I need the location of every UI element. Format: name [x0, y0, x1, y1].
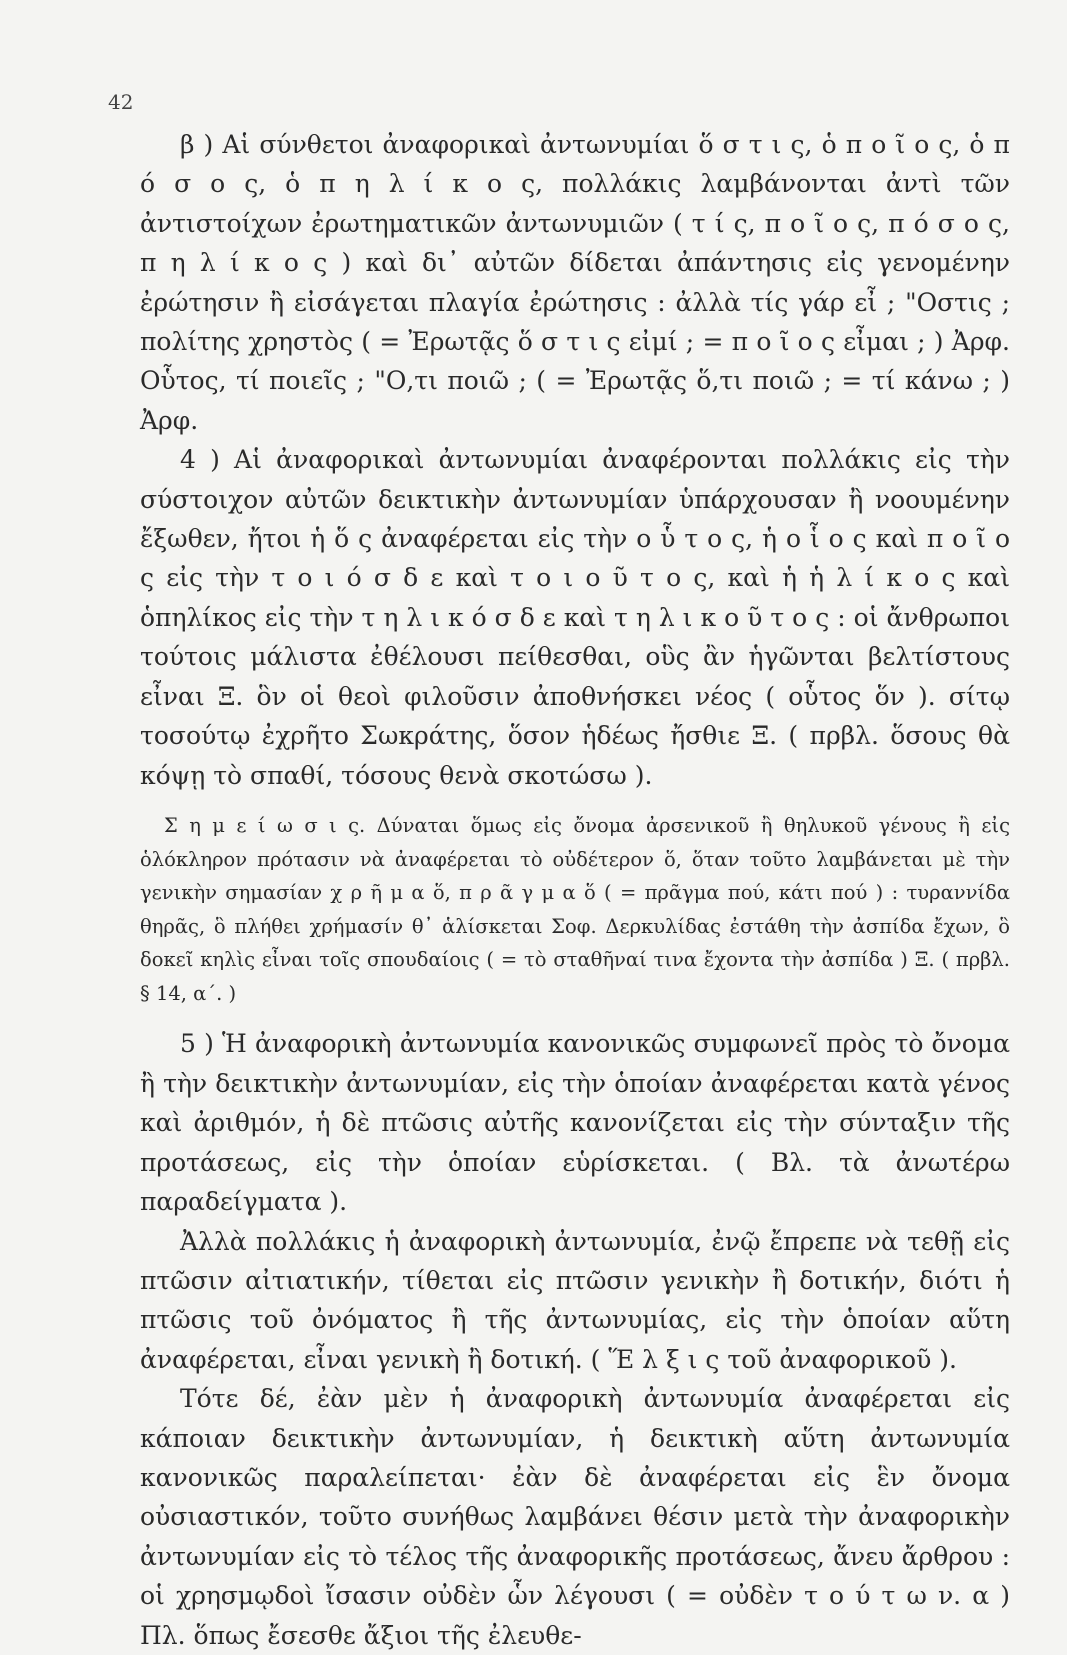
page-text: [140, 125, 1010, 1655]
page-number: 42: [108, 90, 134, 114]
paragraph-alla: Ἀλλὰ πολλάκις ἡ ἀναφορικὴ ἀντωνυμία, ἐνῷ ἔπρεπε νὰ τεθῇ εἰς πτῶσιν αἰτιατικήν, τίθεται εἰς πτῶσιν γενικὴν ἢ δοτικήν, διότι ἡ πτῶσις τοῦ ὀνόματος ἢ τῆς ἀντωνυμίας, εἰς τὴν ὁποίαν αὕτη ἀναφέρεται, εἶναι γενικὴ ἢ δοτική. ( Ἕ λ ξ ι ς τοῦ ἀναφορικοῦ ).: [140, 1226, 1010, 1374]
paragraph-tote: Τότε δέ, ἐὰν μὲν ἡ ἀναφορικὴ ἀντωνυμία ἀναφέρεται εἰς κάποιαν δεικτικὴν ἀντωνυμίαν, ἡ δεικτικὴ αὕτη ἀντωνυμία κανονικῶς παραλείπεται· ἐὰν δὲ ἀναφέρεται εἰς ἓν ὄνομα οὐσιαστικόν, τοῦτο συνήθως λαμβάνει θέσιν μετὰ τὴν ἀναφορικὴν ἀντωνυμίαν εἰς τὸ τέλος τῆς ἀναφορικῆς προτάσεως, ἄνευ ἄρθρου : οἱ χρησμῳδοὶ ἴσασιν οὐδὲν ὧν λέγουσι ( = οὐδὲν τ ο ύ τ ω ν. α ) Πλ. ὅπως ἔσεσθε ἄξιοι τῆς ἐλευθε-: [140, 1384, 1010, 1650]
paragraph-4: 4 ) Αἱ ἀναφορικαὶ ἀντωνυμίαι ἀναφέρονται πολλάκις εἰς τὴν σύστοιχον αὐτῶν δεικτικὴν ἀντωνυμίαν ὑπάρχουσαν ἢ νοουμένην ἔξωθεν, ἤτοι ἡ ὅ ς ἀναφέρεται εἰς τὴν ο ὗ τ ο ς, ἡ ο ἷ ο ς καὶ π ο ῖ ο ς εἰς τὴν τ ο ι ό σ δ ε καὶ τ ο ι ο ῦ τ ο ς, καὶ ἡ ἡ λ ί κ ο ς καὶ ὁπηλίκος εἰς τὴν τ η λ ι κ ό σ δ ε καὶ τ η λ ι κ ο ῦ τ ο ς : οἱ ἄνθρωποι τούτοις μάλιστα ἐθέλουσι πείθεσθαι, οὓς ἂν ἡγῶνται βελτίστους εἶναι Ξ. ὃν οἱ θεοὶ φιλοῦσιν ἀποθνήσκει νέος ( οὗτος ὅν ). σίτῳ τοσούτῳ ἐχρῆτο Σωκράτης, ὅσον ἡδέως ἤσθιε Ξ. ( πρβλ. ὅσους θὰ κόψῃ τὸ σπαθί, τόσους θενὰ σκοτώσω ).: [140, 445, 1010, 790]
paragraph-note: Σ η μ ε ί ω σ ι ς. Δύναται ὅμως εἰς ὄνομα ἀρσενικοῦ ἢ θηλυκοῦ γένους ἢ εἰς ὁλόκληρον πρότασιν νὰ ἀναφέρεται τὸ οὐδέτερον ὅ, ὅταν τοῦτο λαμβάνεται μὲ τὴν γενικὴν σημασίαν χ ρ ῆ μ α ὅ, π ρ ᾶ γ μ α ὅ ( = πρᾶγμα πού, κάτι πού ) : τυραννίδα θηρᾶς, ὃ πλήθει χρήμασίν θ᾽ ἁλίσκεται Σοφ. Δερκυλίδας ἐστάθη τὴν ἀσπίδα ἔχων, ὃ δοκεῖ κηλὶς εἶναι τοῖς σπουδαίοις ( = τὸ σταθῆναί τινα ἔχοντα τὴν ἀσπίδα ) Ξ. ( πρβλ. § 14, α΄. ): [140, 813, 1010, 1005]
paragraph-beta: β ) Αἱ σύνθετοι ἀναφορικαὶ ἀντωνυμίαι ὅ σ τ ι ς, ὁ π ο ῖ ο ς, ὁ π ό σ ο ς, ὁ π η λ ί κ ο ς, πολλάκις λαμβάνονται ἀντὶ τῶν ἀντιστοίχων ἐρωτηματικῶν ἀντωνυμιῶν ( τ ί ς, π ο ῖ ο ς, π ό σ ο ς, π η λ ί κ ο ς ) καὶ δι᾽ αὐτῶν δίδεται ἀπάντησις εἰς γενομένην ἐρώτησιν ἢ εἰσάγεται πλαγία ἐρώτησις : ἀλλὰ τίς γάρ εἶ ; "Οστις ; πολίτης χρηστὸς ( = Ἐρωτᾷς ὅ σ τ ι ς εἰμί ; = π ο ῖ ο ς εἶμαι ; ) Ἀρφ. Οὗτος, τί ποιεῖς ; "Ο,τι ποιῶ ; ( = Ἐρωτᾷς ὅ,τι ποιῶ ; = τί κάνω ; ) Ἀρφ.: [140, 130, 1010, 435]
paragraph-5: 5 ) Ἡ ἀναφορικὴ ἀντωνυμία κανονικῶς συμφωνεῖ πρὸς τὸ ὄνομα ἢ τὴν δεικτικὴν ἀντωνυμίαν, εἰς τὴν ὁποίαν ἀναφέρεται κατὰ γένος καὶ ἀριθμόν, ἡ δὲ πτῶσις αὐτῆς κανονίζεται εἰς τὴν σύνταξιν τῆς προτάσεως, εἰς τὴν ὁποίαν εὑρίσκεται. ( Βλ. τὰ ἀνωτέρω παραδείγματα ).: [140, 1029, 1010, 1217]
